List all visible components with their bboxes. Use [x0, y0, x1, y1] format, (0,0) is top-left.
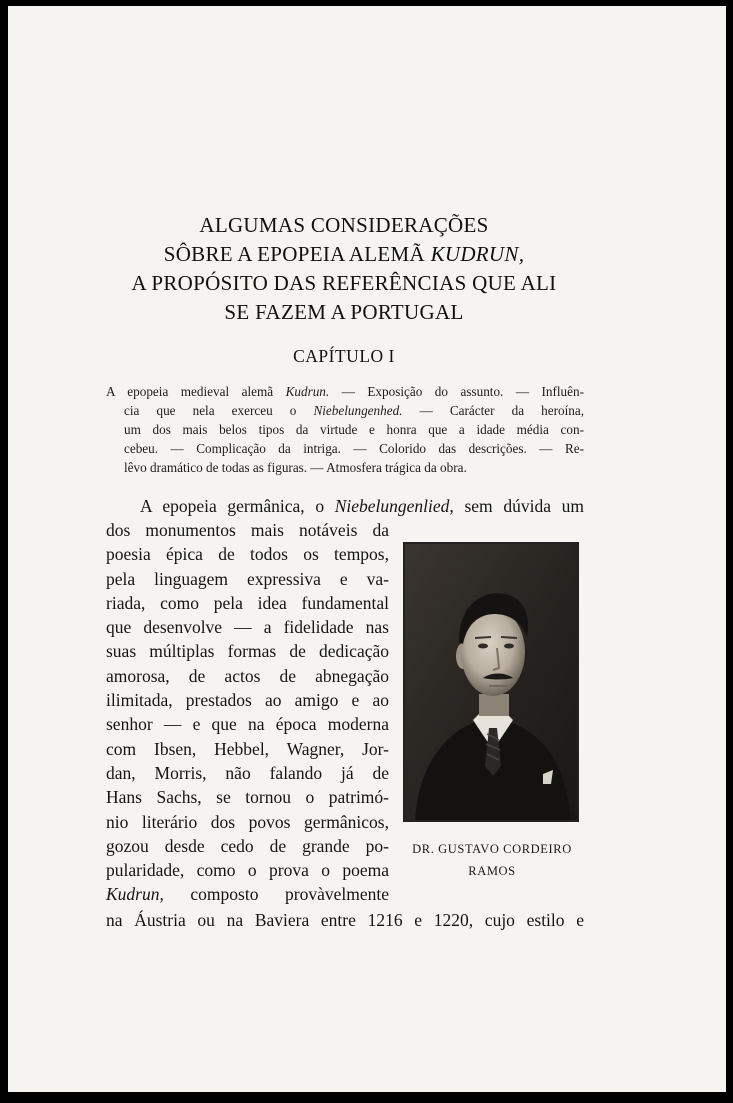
body-line: gozou desde cedo de grande po-	[106, 835, 389, 856]
body-line: dan, Morris, não falando já de	[106, 762, 389, 783]
photo-caption	[396, 838, 588, 882]
title-line-2	[8, 240, 680, 269]
body-line	[106, 882, 389, 906]
body-text: A epopeia germânica, o	[140, 496, 335, 516]
body-line: na Áustria ou na Baviera entre 1216 e 1220, cujo estilo e	[106, 910, 584, 930]
body-line: riada, como pela idea fundamental	[106, 592, 389, 613]
body-italic: Niebelungenlied,	[334, 496, 454, 516]
body-line: com Ibsen, Hebbel, Wagner, Jor-	[106, 738, 389, 759]
summary-text: — Exposição do assunto. — Influên-	[329, 384, 584, 399]
body-line: suas múltiplas formas de dedicação	[106, 641, 389, 662]
article-title	[8, 211, 680, 327]
title-line-3: A PROPÓSITO DAS REFERÊNCIAS QUE ALI	[131, 271, 557, 295]
summary-line	[106, 382, 584, 401]
title-line-1: ALGUMAS CONSIDERAÇÕES	[199, 213, 489, 237]
body-line: pela linguagem expressiva e va-	[106, 568, 389, 589]
book-page	[8, 6, 726, 1092]
body-line: ilimitada, prestados ao amigo e ao	[106, 690, 389, 711]
summary-text: — Carácter da heroína,	[402, 403, 584, 418]
summary-line	[106, 401, 584, 420]
summary-line: um dos mais belos tipos da virtude e honra que a idade média con-	[124, 422, 584, 437]
paragraph-wrapped	[106, 518, 389, 907]
body-line: poesia épica de todos os tempos,	[106, 544, 389, 565]
body-line: pularidade, como o prova o poema	[106, 860, 389, 881]
body-text: composto provàvelmente	[163, 884, 389, 905]
portrait-photo	[403, 542, 579, 822]
caption-line-1: DR. GUSTAVO CORDEIRO	[412, 842, 572, 856]
body-line	[106, 494, 584, 518]
body-line: dos monumentos mais notáveis da	[106, 520, 389, 540]
title-kudrun: KUDRUN,	[430, 242, 525, 266]
chapter-summary	[106, 382, 584, 477]
body-line: nio literário dos povos germânicos,	[106, 811, 389, 832]
caption-line-2: RAMOS	[468, 864, 516, 878]
body-italic: Kudrun,	[106, 884, 164, 905]
body-line: amorosa, de actos de abnegação	[106, 665, 389, 686]
title-line-2-text: SÔBRE A EPOPEIA ALEMÃ	[163, 242, 431, 266]
portrait-image	[405, 544, 577, 820]
summary-line: lêvo dramático de todas as figuras. — Atmosfera trágica da obra.	[124, 460, 467, 475]
summary-text: cia que nela exerceu o	[124, 403, 314, 418]
paragraph-opening	[106, 494, 584, 518]
title-line-4: SE FAZEM A PORTUGAL	[224, 300, 464, 324]
body-text: sem dúvida um	[453, 496, 584, 516]
paragraph-continued	[106, 908, 584, 932]
body-line: senhor — e que na época moderna	[106, 714, 389, 735]
summary-text: A epopeia medieval alemã	[106, 384, 286, 399]
summary-italic: Kudrun.	[285, 384, 330, 399]
summary-line: cebeu. — Complicação da intriga. — Colorido das descrições. — Re-	[124, 441, 584, 456]
body-line: que desenvolve — a fidelidade nas	[106, 617, 389, 638]
chapter-heading: CAPÍTULO I	[293, 346, 395, 366]
summary-italic: Niebelungenhed.	[313, 403, 403, 418]
body-line: Hans Sachs, se tornou o patrimó-	[106, 787, 389, 808]
